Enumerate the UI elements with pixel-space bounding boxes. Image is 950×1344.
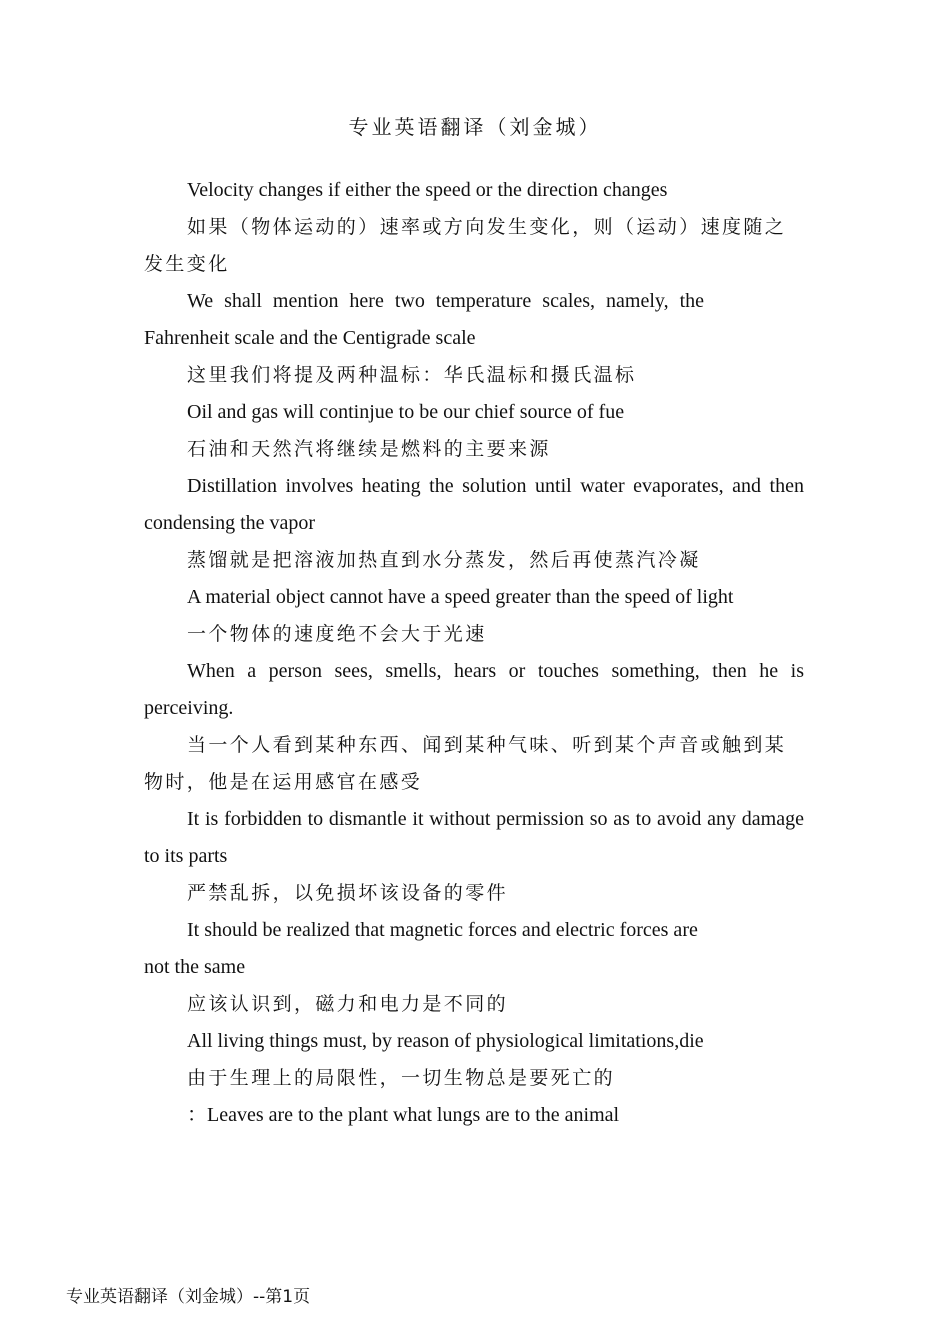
document-title: 专业英语翻译（刘金城） [348, 115, 602, 139]
english-sentence: Velocity changes if either the speed or the direction changes [187, 179, 668, 201]
page-footer: 专业英语翻译（刘金城）--第1页 [66, 1287, 311, 1307]
english-sentence: All living things must, by reason of physiological limitations,die [187, 1030, 704, 1052]
english-sentence: Oil and gas will continjue to be our chief source of fue [187, 401, 625, 423]
english-sentence: When a person sees, smells, hears or touches something, then he is perceiving. [144, 660, 804, 719]
chinese-translation: 蒸馏就是把溶液加热直到水分蒸发，然后再使蒸汽冷凝 [187, 549, 701, 571]
chinese-translation: 应该认识到，磁力和电力是不同的 [187, 993, 509, 1015]
chinese-translation: 当一个人看到某种东西、闻到某种气味、听到某个声音或触到某物时，他是在运用感官在感受 [144, 734, 787, 793]
document-body [144, 172, 804, 1134]
chinese-translation: 这里我们将提及两种温标：华氏温标和摄氏温标 [187, 364, 637, 386]
english-sentence: ：Leaves are to the plant what lungs are to the animal [187, 1104, 620, 1126]
english-sentence: Distillation involves heating the solution until water evaporates, and then condensing the vapor [144, 475, 804, 534]
chinese-translation: 由于生理上的局限性，一切生物总是要死亡的 [187, 1067, 616, 1089]
chinese-translation: 如果（物体运动的）速率或方向发生变化，则（运动）速度随之发生变化 [144, 216, 787, 275]
chinese-translation: 严禁乱拆，以免损坏该设备的零件 [187, 882, 509, 904]
english-sentence: It is forbidden to dismantle it without permission so as to avoid any damage to its parts [144, 808, 804, 867]
chinese-translation: 一个物体的速度绝不会大于光速 [187, 623, 487, 645]
english-sentence: It should be realized that magnetic forces and electric forces are not the same [144, 919, 698, 978]
chinese-translation: 石油和天然汽将继续是燃料的主要来源 [187, 438, 551, 460]
english-sentence: We shall mention here two temperature scales, namely, the Fahrenheit scale and the Centigrade scale [144, 290, 704, 349]
english-sentence: A material object cannot have a speed greater than the speed of light [187, 586, 734, 608]
